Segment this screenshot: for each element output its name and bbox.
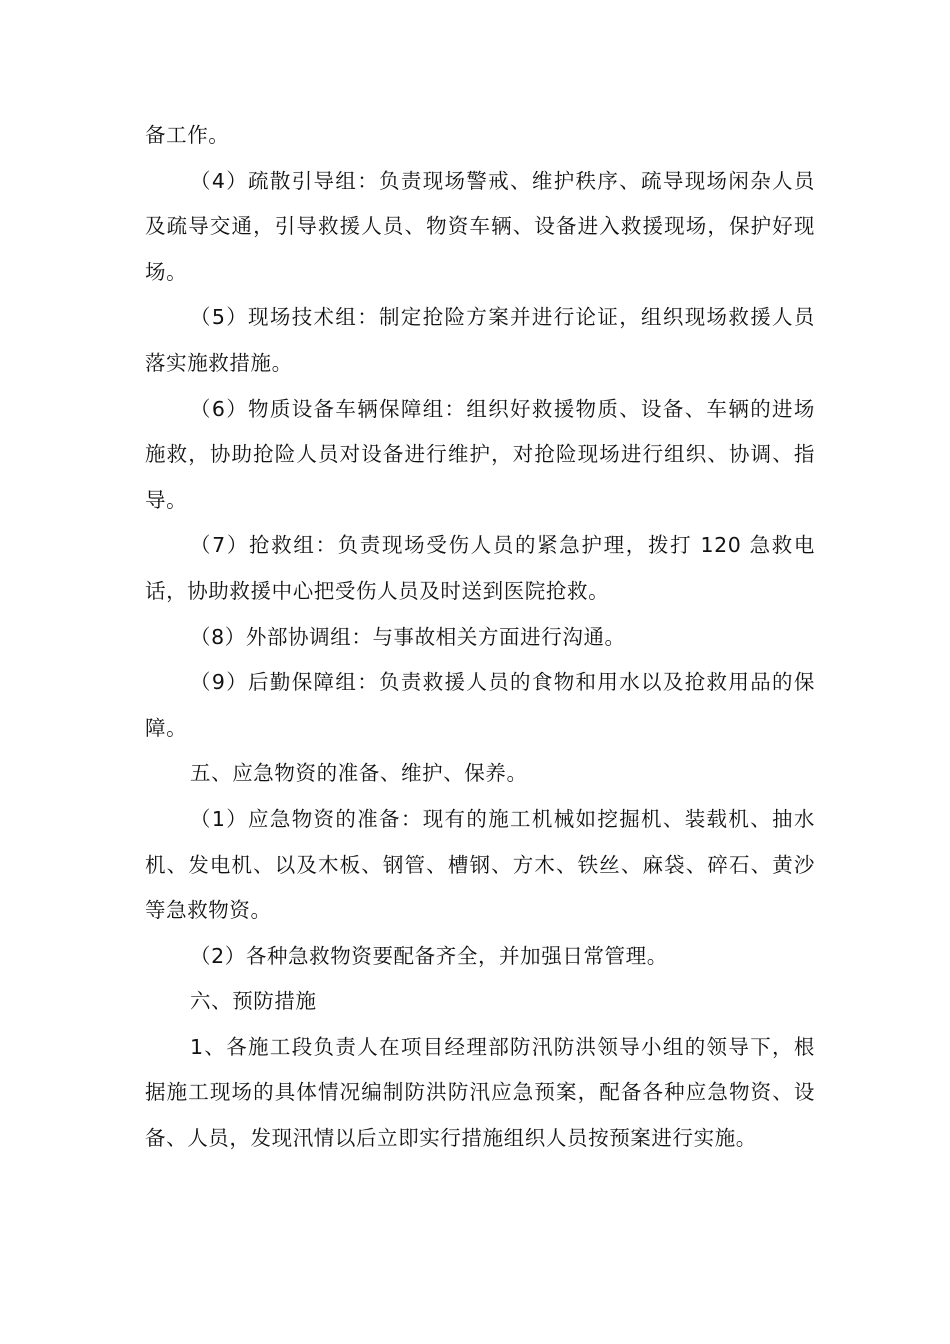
paragraph-supplies-preparation: （1）应急物资的准备：现有的施工机械如挖掘机、装载机、抽水机、发电机、以及木板、钢管、槽钢、方木、铁丝、麻袋、碎石、黄沙等急救物资。 xyxy=(145,806,815,923)
paragraph-supplies-management: （2）各种急救物资要配备齐全，并加强日常管理。 xyxy=(190,943,668,968)
paragraph-preventive-measure-1: 1、各施工段负责人在项目经理部防汛防洪领导小组的领导下，根据施工现场的具体情况编制防洪防汛应急预案，配备各种应急物资、设备、人员，发现汛情以后立即实行措施组织人员按预案进行实施。 xyxy=(145,1034,815,1151)
paragraph-continuation: 备工作。 xyxy=(145,123,230,147)
paragraph-onsite-technical-group: （5）现场技术组：制定抢险方案并进行论证，组织现场救援人员落实施救措施。 xyxy=(145,305,815,375)
document-body xyxy=(145,113,815,1162)
paragraph-rescue-group: （7）抢救组：负责现场受伤人员的紧急护理，拨打 120 急救电话，协助救援中心把受伤人员及时送到医院抢救。 xyxy=(145,533,815,603)
paragraph-logistics-support-group: （9）后勤保障组：负责救援人员的食物和用水以及抢救用品的保障。 xyxy=(145,670,815,740)
section-heading-preventive-measures: 六、预防措施 xyxy=(190,989,317,1014)
paragraph-equipment-vehicle-support-group: （6）物质设备车辆保障组：组织好救援物质、设备、车辆的进场施救，协助抢险人员对设备进行维护，对抢险现场进行组织、协调、指导。 xyxy=(145,396,815,512)
paragraph-external-coordination-group: （8）外部协调组：与事故相关方面进行沟通。 xyxy=(190,624,626,649)
section-heading-emergency-supplies: 五、应急物资的准备、维护、保养。 xyxy=(190,761,528,786)
paragraph-evacuation-guidance-group: （4）疏散引导组：负责现场警戒、维护秩序、疏导现场闲杂人员及疏导交通，引导救援人员、物资车辆、设备进入救援现场，保护好现场。 xyxy=(145,168,815,284)
